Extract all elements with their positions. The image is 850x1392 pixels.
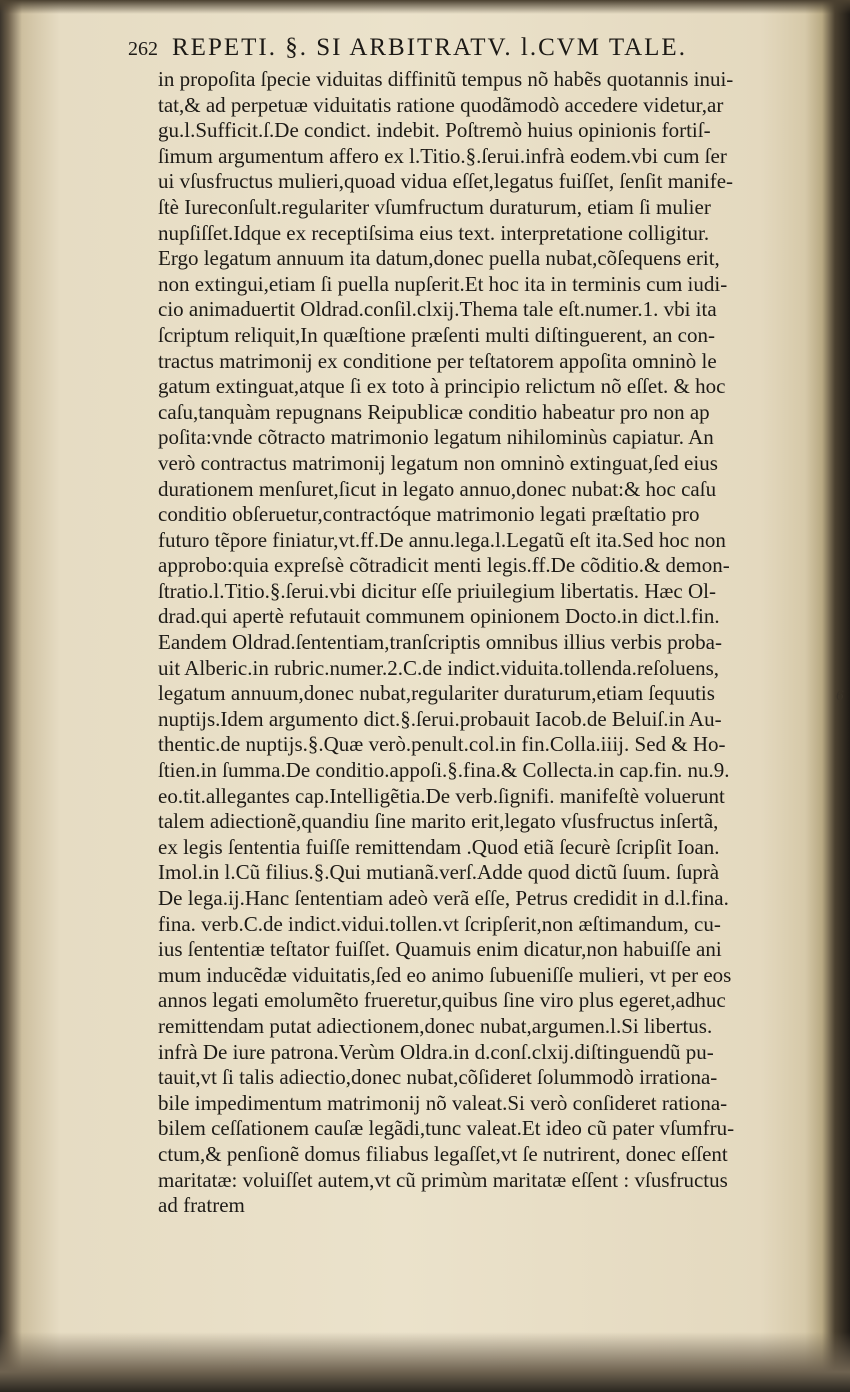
text-line: non extingui,etiam ſi puella nupſerit.Et hoc ita in terminis cum iudi- [158,271,728,296]
text-line: Ergo legatum annuum ita datum,donec puella nubat,cõſequens erit, [158,246,720,271]
text-line: De lega.ij.Hanc ſententiam adeò verã eſſe, Petrus credidit in d.l.fina. [158,886,729,910]
text-line: ſimum argumentum affero ex l.Titio.§.ſerui.infrà eodem.vbi cum ſer [158,143,727,168]
text-line: ſcriptum reliquit,In quæſtione præſenti multi diſtinguerent, an con- [158,322,715,347]
text-line: ex legis ſententia fuiſſe remittendam .Quod etiã ſecurè ſcripſit Ioan. [158,834,720,859]
text-line: Imol.in l.Cũ filius.§.Qui mutianã.verſ.Adde quod dictũ ſuum. ſuprà [158,860,720,885]
text-line: uit Alberic.in rubric.numer.2.C.de indict.viduita.tollenda.reſoluens, [158,655,720,680]
text-line: gatum extinguat,atque ſi ex toto à principio relictum nõ eſſet. & hoc [158,374,726,399]
text-line: drad.qui apertè refutauit communem opinionem Docto.in dict.l.fin. [158,604,720,629]
text-line: futuro tẽpore finiatur,vt.ff.De annu.lega.l.Legatũ eſt ita.Sed hoc non [158,527,726,552]
text-line: Eandem Oldrad.ſententiam,tranſcriptis omnibus illius verbis proba- [158,630,722,655]
text-line: poſita:vnde cõtracto matrimonio legatum nihilominùs capiatur. An [158,425,714,450]
text-line: tat,& ad perpetuæ viduitatis ratione quodãmodò accedere videtur,ar [158,92,724,117]
text-line: annos legati emolumẽto frueretur,quibus ſine viro plus egeret,adhuc [158,988,726,1013]
text-line: ſtien.in ſumma.De conditio.appoſi.§.fina.& Collecta.in cap.fin. nu.9. [158,758,730,783]
text-line: ius ſententiæ teſtator fuiſſet. Quamuis enim dicatur,non habuiſſe ani [158,937,722,962]
text-line: tauit,vt ſi talis adiectio,donec nubat,cõſideret ſolummodò irrationa- [158,1065,718,1090]
text-line: gu.l.Sufficit.ſ.De condict. indebit. Poſtremò huius opinionis fortiſ- [158,118,711,143]
text-line: tractus matrimonij ex conditione per teſtatorem appoſita omninò le [158,348,717,373]
text-line: infrà De iure patrona.Verùm Oldra.in d.conſ.clxij.diſtinguendũ pu- [158,1039,714,1064]
page-bottom-shadow [0,1332,850,1392]
text-line: fina. verb.C.de indict.vidui.tollen.vt ſcripſerit,non æſtimandum, cu- [158,911,721,936]
running-title: REPETI. §. SI ARBITRATV. l.CVM TALE. [172,34,687,61]
running-head [128,34,808,62]
text-line: ui vſusfructus mulieri,quoad vidua eſſet,legatus fuiſſet, ſenſit manife- [158,169,734,194]
text-line: approbo:quia expreſsè cõtradicit menti legis.ff.De cõditio.& demon- [158,553,730,578]
text-line: eo.tit.allegantes cap.Intelligẽtia.De verb.ſignifi. manifeſtè voluerunt [158,783,725,808]
text-line: mum inducẽdæ viduitatis,ſed eo animo ſubueniſſe mulieri, vt per eos [158,962,732,987]
page-top-shadow [0,0,850,14]
text-line: ſtè Iureconſult.regulariter vſumfructum duraturum, etiam ſi mulier [158,194,711,219]
text-line: verò contractus matrimonij legatum non omninò extinguat,ſed eius [158,450,718,475]
body-text [158,67,806,1219]
text-line: ad fratrem [158,1193,245,1218]
text-line: talem adiectionẽ,quandiu ſine marito erit,legato vſusfructus inſertã, [158,809,719,834]
text-line: remittendam putat adiectionem,donec nubat,argumen.l.Si libertus. [158,1013,713,1038]
text-line: durationem menſuret,ſicut in legato annuo,donec nubat:& hoc caſu [158,476,717,501]
text-line: bilem ceſſationem cauſæ legãdi,tunc valeat.Et ideo cũ pater vſumfru- [158,1116,735,1141]
text-line: legatum annuum,donec nubat,regulariter duraturum,etiam ſequutis [158,681,715,706]
page-number: 262 [128,38,158,60]
text-line: bile impedimentum matrimonij nõ valeat.Si verò conſideret rationa- [158,1090,728,1115]
text-line: caſu,tanquàm repugnans Reipublicæ conditio habeatur pro non ap [158,399,710,424]
margin-note: 6 [836,688,844,704]
text-line: cio animaduertit Oldrad.conſil.clxij.Thema tale eſt.numer.1. vbi ita [158,297,717,322]
text-line: thentic.de nuptijs.§.Quæ verò.penult.col.in fin.Colla.iiij. Sed & Ho- [158,732,726,757]
text-line: in propoſita ſpecie viduitas diffinitũ tempus nõ habẽs quotannis inui- [158,67,734,91]
text-line: ctum,& penſionẽ domus filiabus legaſſet,vt ſe nutrirent, donec eſſent [158,1141,728,1166]
text-line: maritatæ: voluiſſet autem,vt cũ primùm maritatæ eſſent : vſusfructus [158,1167,728,1192]
text-line: nuptijs.Idem argumento dict.§.ſerui.probauit Iacob.de Beluiſ.in Au- [158,706,722,731]
text-line: nupſiſſet.Idque ex receptiſsima eius text. interpretatione colligitur. [158,220,710,245]
text-line: ſtratio.l.Titio.§.ſerui.vbi dicitur eſſe priuilegium libertatis. Hæc Ol- [158,578,716,603]
text-line: conditio obſeruetur,contractóque matrimonio legati præſtatio pro [158,502,700,527]
